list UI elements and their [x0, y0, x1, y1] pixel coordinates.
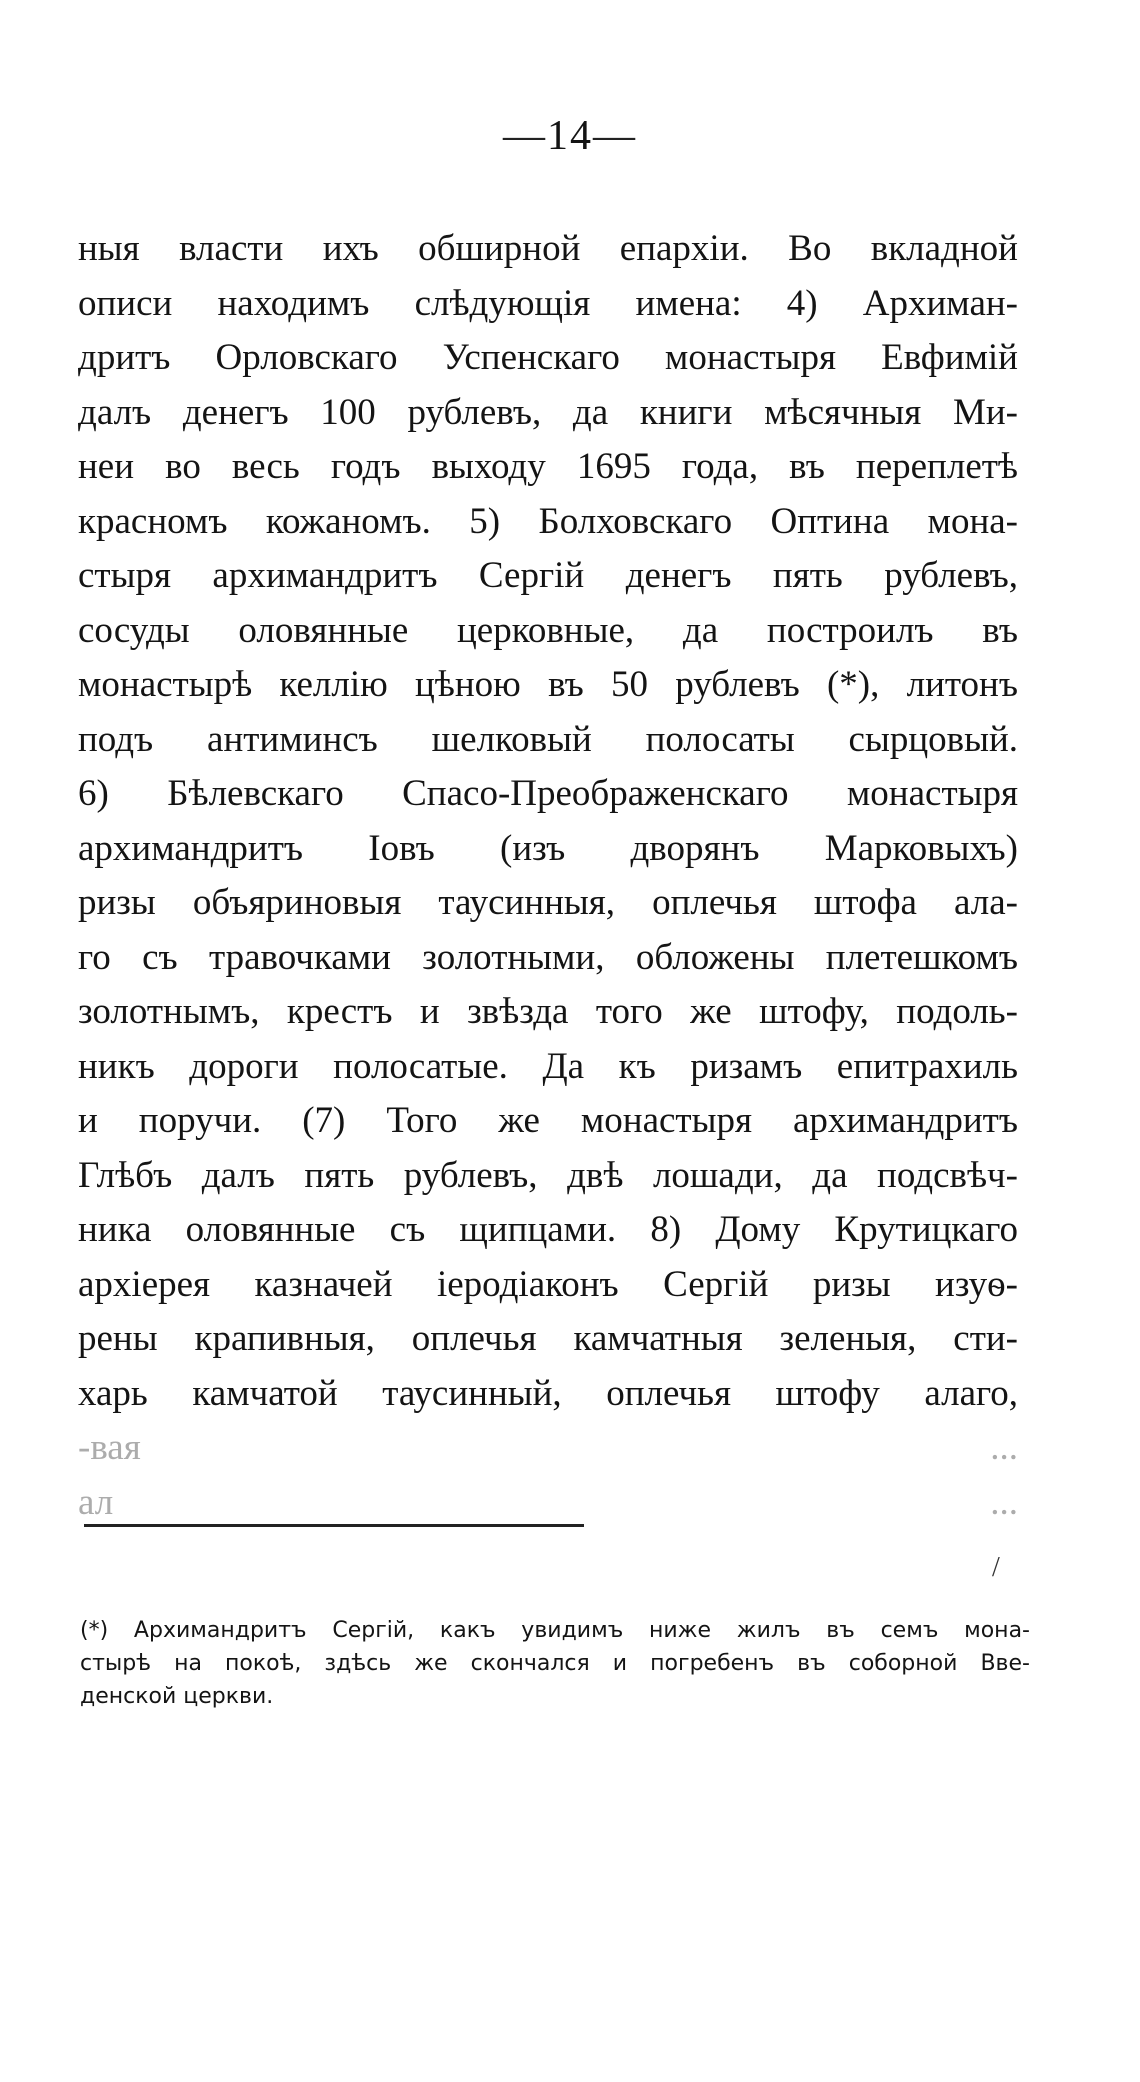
faded-text-line: -вая ... — [78, 1427, 1018, 1468]
text-line: описи находимъ слѣдующія имена: 4) Архиман- — [78, 282, 1018, 324]
text-line: рены крапивныя, оплечья камчатныя зеленыя, сти- — [78, 1318, 1018, 1359]
body-text — [78, 222, 1018, 1530]
text-line: харь камчатой таусинный, оплечья штофу алаго, — [78, 1372, 1018, 1414]
footnote — [80, 1614, 1030, 1713]
text-line: золотнымъ, крестъ и звѣзда того же штофу, подоль- — [78, 991, 1018, 1032]
text-line: и поручи. (7) Того же монастыря архимандритъ — [78, 1100, 1018, 1141]
text-line: никъ дороги полосатые. Да къ ризамъ епитрахиль — [78, 1045, 1018, 1087]
footnote-line: денской церкви. — [80, 1684, 274, 1709]
text-line: подъ антиминсъ шелковый полосаты сырцовый. — [78, 718, 1018, 760]
footnote-line: (*) Архимандритъ Сергій, какъ увидимъ ниже жилъ въ семъ мона- — [80, 1618, 1030, 1643]
text-line: ника оловянные съ щипцами. 8) Дому Крутицкаго — [78, 1209, 1018, 1250]
text-line: стыря архимандритъ Сергій денегъ пять рублевъ, — [78, 555, 1018, 596]
text-line: неи во весь годъ выходу 1695 года, въ переплетѣ — [78, 446, 1018, 487]
text-line: го съ травочками золотными, обложены плетешкомъ — [78, 936, 1018, 978]
text-line: архимандритъ Іовъ (изъ дворянъ Марковыхъ) — [78, 827, 1018, 869]
text-line: ныя власти ихъ обширной епархіи. Во вкладной — [78, 228, 1018, 269]
text-line: 6) Бѣлевскаго Спасо-Преображенскаго монастыря — [78, 773, 1018, 814]
text-line: ризы объяриновыя таусинныя, оплечья штофа ала- — [78, 882, 1018, 923]
page-number: — 14 — — [0, 112, 1140, 160]
footnote-line: стырѣ на покоѣ, здѣсь же скончался и погребенъ въ соборной Вве- — [80, 1651, 1030, 1676]
footnote-rule — [84, 1524, 584, 1527]
faded-text-line: ал ... — [78, 1481, 1018, 1523]
text-line: монастырѣ келлію цѣною въ 50 рублевъ (*), литонъ — [78, 664, 1018, 705]
text-line: архіерея казначей іеродіаконъ Сергій ризы изуѳ- — [78, 1263, 1018, 1305]
text-line: далъ денегъ 100 рублевъ, да книги мѣсячныя Ми- — [78, 391, 1018, 433]
text-line: Глѣбъ далъ пять рублевъ, двѣ лошади, да подсвѣч- — [78, 1154, 1018, 1196]
text-line: дритъ Орловскаго Успенскаго монастыря Евфимій — [78, 337, 1018, 378]
text-line: красномъ кожаномъ. 5) Болховскаго Оптина мона- — [78, 500, 1018, 542]
stray-mark: / — [992, 1552, 1000, 1583]
text-line: сосуды оловянные церковные, да построилъ въ — [78, 609, 1018, 651]
